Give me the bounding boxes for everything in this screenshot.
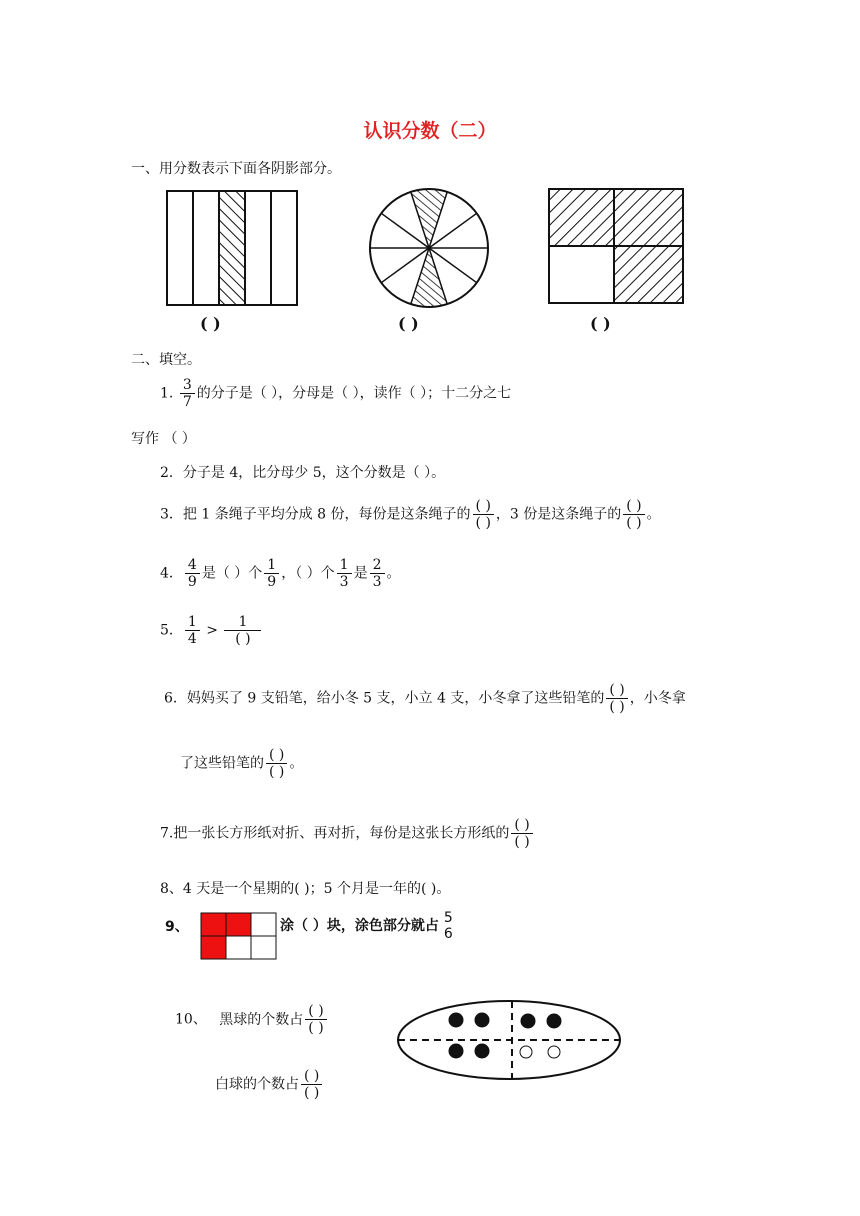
section1-heading: 一、用分数表示下面各阴影部分。 bbox=[131, 161, 341, 177]
q9-grid[interactable] bbox=[200, 912, 278, 964]
black-ball bbox=[475, 1013, 489, 1027]
q7-fraction-blank[interactable]: $\frac{( )}{( )}$ bbox=[511, 817, 532, 850]
q4-text-d: 。 bbox=[386, 565, 401, 582]
question-9 bbox=[280, 910, 458, 942]
question-7 bbox=[160, 817, 535, 850]
ball-oval bbox=[396, 999, 622, 1081]
q3-text-c: 。 bbox=[646, 506, 661, 523]
q4-number: 4． bbox=[160, 565, 183, 582]
question-10-white bbox=[215, 1068, 324, 1101]
q6-fraction-blank-2[interactable]: $\frac{( )}{( )}$ bbox=[266, 747, 287, 780]
figure-quarters bbox=[548, 188, 684, 304]
page-title: 认识分数（二） bbox=[363, 120, 497, 142]
q1-text-line2: 写作 （ ） bbox=[131, 431, 196, 447]
grid-cell-filled bbox=[226, 913, 251, 936]
fraction-1-9: $\frac{1}{9}$ bbox=[264, 557, 279, 590]
question-10-black bbox=[175, 1003, 329, 1036]
fraction-5-6: 5 6 bbox=[443, 910, 453, 943]
q10-black-text: 黑球的个数占 bbox=[219, 1011, 304, 1028]
question-6-line2 bbox=[180, 747, 303, 780]
question-1 bbox=[160, 377, 511, 410]
figure-strips bbox=[166, 190, 298, 306]
q3-fraction-blank-1[interactable]: $\frac{( )}{( )}$ bbox=[473, 498, 494, 531]
black-ball bbox=[475, 1044, 489, 1058]
q3-text-a: 3．把 1 条绳子平均分成 8 份，每份是这条绳子的 bbox=[160, 506, 471, 523]
black-ball bbox=[449, 1013, 463, 1027]
question-4 bbox=[160, 557, 401, 590]
q4-text-a: 是（ ）个 bbox=[201, 565, 263, 582]
q3-fraction-blank-2[interactable]: $\frac{( )}{( )}$ bbox=[623, 498, 644, 531]
q10-white-text: 白球的个数占 bbox=[215, 1076, 299, 1093]
q9-text: 涂（ ）块，涂色部分就占 bbox=[280, 918, 439, 935]
q10-fraction-blank-black[interactable]: $\frac{( )}{( )}$ bbox=[305, 1003, 326, 1036]
section2-heading: 二、填空。 bbox=[131, 352, 201, 368]
greater-than-sign: > bbox=[206, 622, 219, 639]
grid-cell-filled bbox=[201, 936, 226, 959]
answer-blank-3: ( ) bbox=[590, 314, 611, 333]
q6-text-d: 。 bbox=[289, 755, 304, 772]
fraction-4-9: $\frac{4}{9}$ bbox=[185, 557, 200, 590]
fraction-1-3: $\frac{1}{3}$ bbox=[337, 557, 352, 590]
q9-number: 9、 bbox=[165, 919, 189, 935]
question-6 bbox=[164, 682, 686, 715]
q1-text: 的分子是（ ），分母是（ ），读作（ ）；十二分之七 bbox=[196, 385, 512, 402]
question-5 bbox=[160, 614, 263, 647]
q3-text-b: ，3 份是这条绳子的 bbox=[495, 506, 622, 523]
q5-fraction-blank[interactable]: $\frac{1}{( )}$ bbox=[224, 614, 261, 647]
answer-blank-2: ( ) bbox=[398, 314, 419, 333]
q10-number: 10、 bbox=[175, 1011, 207, 1028]
black-ball bbox=[449, 1044, 463, 1058]
grid-cell-filled bbox=[201, 913, 226, 936]
q4-text-b: ，（ ）个 bbox=[281, 565, 335, 582]
grid-cell-empty bbox=[251, 936, 276, 959]
question-2: 2．分子是 4，比分母少 5，这个分数是（ ）。 bbox=[160, 465, 446, 481]
q6-fraction-blank-1[interactable]: $\frac{( )}{( )}$ bbox=[606, 682, 627, 715]
question-3 bbox=[160, 498, 661, 531]
grid-cell-empty bbox=[251, 913, 276, 936]
q4-text-c: 是 bbox=[353, 565, 368, 582]
black-ball bbox=[547, 1014, 561, 1028]
fraction-2-3: $\frac{2}{3}$ bbox=[370, 557, 385, 590]
q10-fraction-blank-white[interactable]: $\frac{( )}{( )}$ bbox=[301, 1068, 322, 1101]
q5-number: 5． bbox=[160, 622, 183, 639]
q7-text: 7.把一张长方形纸对折、再对折，每份是这张长方形纸的 bbox=[160, 825, 510, 842]
question-8: 8、4 天是一个星期的( )；5 个月是一年的( )。 bbox=[160, 881, 451, 897]
fraction-1-4: $\frac{1}{4}$ bbox=[185, 614, 200, 647]
grid-cell-empty bbox=[226, 936, 251, 959]
q1-number: 1. bbox=[160, 385, 174, 402]
black-ball bbox=[521, 1014, 535, 1028]
q6-text-b: ，小冬拿 bbox=[629, 690, 686, 707]
q6-text-a: 6．妈妈买了 9 支铅笔，给小冬 5 支，小立 4 支，小冬拿了这些铅笔的 bbox=[164, 690, 605, 707]
white-ball bbox=[520, 1046, 532, 1058]
answer-blank-1: ( ) bbox=[200, 314, 221, 333]
fraction-3-7: $\frac{3}{7}$ bbox=[180, 377, 195, 410]
white-ball bbox=[548, 1046, 560, 1058]
figure-circle[interactable] bbox=[368, 187, 490, 309]
q6-text-c: 了这些铅笔的 bbox=[180, 755, 264, 772]
